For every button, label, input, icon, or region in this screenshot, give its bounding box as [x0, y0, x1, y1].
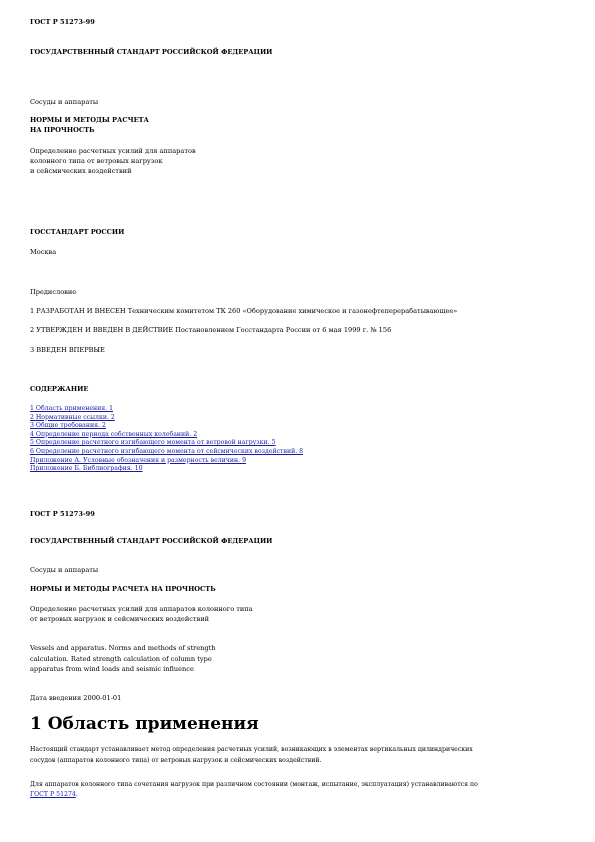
- introduction-date: Дата введения 2000-01-01: [30, 694, 122, 702]
- doc-subtitle-line1: Определение расчетных усилий для аппаратов колонного типа: [30, 605, 253, 613]
- section-heading: 1 Область применения: [30, 714, 259, 734]
- standard-title: ГОСУДАРСТВЕННЫЙ СТАНДАРТ РОССИЙСКОЙ ФЕДЕРАЦИИ: [30, 537, 273, 545]
- english-title-line2: calculation. Rated strength calculation of column type: [30, 655, 212, 663]
- foreword-item: 2 УТВЕРЖДЕН И ВВЕДЕН В ДЕЙСТВИЕ Постановлением Госстандарта России от 6 мая 1999 г. № 156: [30, 326, 392, 334]
- toc-link[interactable]: 5 Определение расчетного изгибающего момента от ветровой нагрузки. 5: [30, 439, 276, 447]
- publisher: ГОССТАНДАРТ РОССИИ: [30, 228, 125, 236]
- paragraph-tail: .: [75, 791, 78, 798]
- foreword-heading: Предисловие: [30, 288, 77, 296]
- foreword-item: 1 РАЗРАБОТАН И ВНЕСЕН Техническим комитетом ТК 260 «Оборудование химическое и газонефтеперерабатывающее»: [30, 307, 458, 315]
- category: Сосуды и аппараты: [30, 98, 99, 106]
- toc-link[interactable]: 3 Общие требования. 2: [30, 422, 106, 430]
- doc-title-line1: НОРМЫ И МЕТОДЫ РАСЧЕТА: [30, 116, 149, 124]
- doc-title-line2: НА ПРОЧНОСТЬ: [30, 126, 95, 134]
- doc-subtitle-line2: от ветровых нагрузок и сейсмических воздействий: [30, 615, 210, 623]
- toc-link[interactable]: 6 Определение расчетного изгибающего момента от сейсмических воздействий. 8: [30, 447, 304, 455]
- toc-link[interactable]: 4 Определение периода собственных колебаний. 2: [30, 430, 198, 438]
- paragraph-line: сосудов (аппаратов колонного типа) от ветровых нагрузок и сейсмических воздействий.: [30, 757, 322, 764]
- header-code: ГОСТ Р 51273-99: [30, 510, 95, 518]
- header-code: ГОСТ Р 51273-99: [30, 18, 95, 26]
- foreword-item: 3 ВВЕДЕН ВПЕРВЫЕ: [30, 346, 105, 354]
- gost-reference-link[interactable]: ГОСТ Р 51274: [30, 791, 76, 798]
- doc-subtitle-line2: колонного типа от ветровых нагрузок: [30, 157, 163, 165]
- english-title-line1: Vessels and apparatus. Norms and methods of strength: [30, 644, 216, 652]
- paragraph-line: [30, 790, 78, 800]
- table-of-contents: [30, 405, 303, 474]
- toc-link[interactable]: Приложение Б. Библиография. 10: [30, 465, 143, 473]
- city: Москва: [30, 248, 57, 256]
- doc-subtitle-line3: и сейсмических воздействий: [30, 167, 132, 175]
- contents-heading: СОДЕРЖАНИЕ: [30, 385, 89, 393]
- paragraph-line: Для аппаратов колонного типа сочетания нагрузок при различном состоянии (монтаж, испытание, эксплуатация) устанавливаются по: [30, 781, 478, 788]
- standard-title: ГОСУДАРСТВЕННЫЙ СТАНДАРТ РОССИЙСКОЙ ФЕДЕРАЦИИ: [30, 48, 273, 56]
- toc-link[interactable]: Приложение А. Условные обозначения и размерность величин. 9: [30, 456, 247, 464]
- category: Сосуды и аппараты: [30, 566, 99, 574]
- english-title-line3: apparatus from wind loads and seismic influence: [30, 665, 194, 673]
- paragraph-line: Настоящий стандарт устанавливает метод определения расчетных усилий, возникающих в элементах вертикальных цилиндрических: [30, 746, 473, 753]
- doc-title: НОРМЫ И МЕТОДЫ РАСЧЕТА НА ПРОЧНОСТЬ: [30, 585, 216, 593]
- toc-link[interactable]: 2 Нормативные ссылки. 2: [30, 413, 115, 421]
- doc-subtitle-line1: Определение расчетных усилий для аппаратов: [30, 147, 196, 155]
- toc-link[interactable]: 1 Область применения. 1: [30, 405, 114, 412]
